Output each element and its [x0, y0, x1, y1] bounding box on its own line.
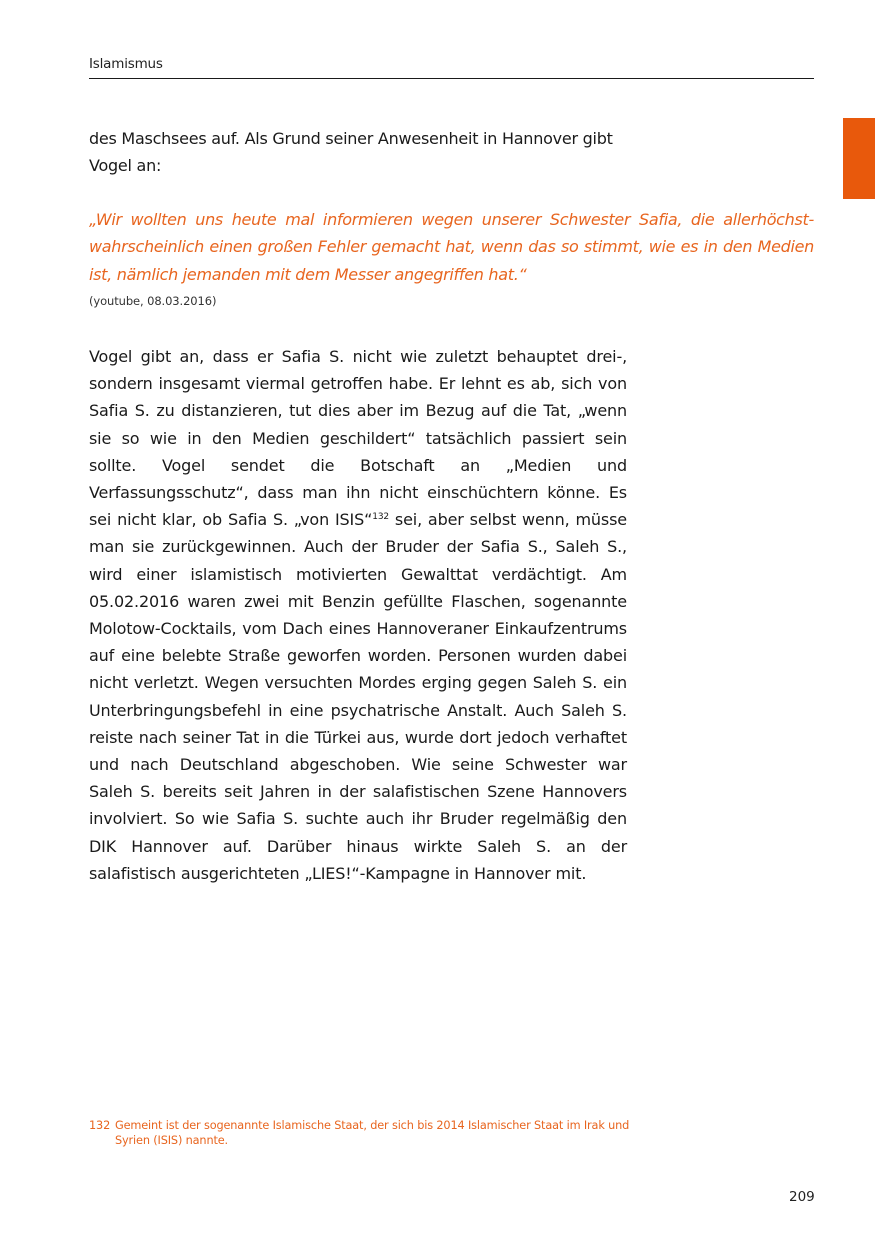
header-rule [89, 78, 814, 79]
quote-source: (youtube, 08.03.2016) [89, 294, 217, 308]
running-header: Islamismus [89, 56, 163, 72]
footnote-number: 132 [89, 1119, 111, 1132]
footnote-text: Gemeint ist der sogenannte Islamische Staat, der sich bis 2014 Islamischer Staat im Irak und Syrien (ISIS) nannte. [115, 1119, 630, 1147]
body-text-part-1: Vogel gibt an, dass er Safia S. nicht wie zuletzt behauptet drei-, sondern insgesamt viermal getroffen habe. Er lehnt es ab, sich von Safia S. zu distanzieren, tut dies aber im Bezug auf die Tat, „wenn sie so wie in den Medien geschildert“ tatsächlich passiert sein sollte. Vogel sendet die Botschaft an „Medien und Verfassungsschutz“, dass man ihn nicht einschüchtern könne. Es sei nicht klar, ob Safia S. „von ISIS“ [89, 347, 627, 530]
footnote-reference[interactable]: 132 [372, 512, 389, 523]
page-number: 209 [789, 1189, 815, 1205]
body-paragraph [89, 343, 627, 887]
footnote [89, 1118, 634, 1148]
chapter-side-tab [843, 118, 875, 199]
intro-line-2: Vogel an: [89, 156, 162, 176]
body-text-part-2: sei, aber selbst wenn, müsse man sie zurückgewinnen. Auch der Bruder der Safia S., Saleh S., wird einer islamistisch motivierten Gewalttat verdächtigt. Am 05.02.2016 waren zwei mit Benzin gefüllte Flaschen, sogenannte Molotow-Cocktails, vom Dach eines Hannoveraner Einkaufzentrums auf eine belebte Straße geworfen worden. Personen wurden dabei nicht verletzt. Wegen versuchten Mordes erging gegen Saleh S. ein Unterbringungsbefehl in eine psychatrische Anstalt. Auch Saleh S. reiste nach seiner Tat in die Türkei aus, wurde dort jedoch verhaftet und nach Deutschland abgeschoben. Wie seine Schwester war Saleh S. bereits seit Jahren in der salafistischen Szene Hannovers involviert. So wie Safia S. suchte auch ihr Bruder regelmäßig den DIK Hannover auf. Darüber hinaus wirkte Saleh S. an der salafistisch ausgerichteten „LIES!“-Kampagne in Hannover mit. [89, 510, 627, 883]
block-quote: „Wir wollten uns heute mal informieren wegen unserer Schwester Safia, die allerhöchst-wahrscheinlich einen großen Fehler gemacht hat, wenn das so stimmt, wie es in den Medien ist, nämlich jemanden mit dem Messer angegriffen hat.“ [89, 210, 814, 284]
intro-paragraph [89, 125, 649, 179]
intro-line-1: des Maschsees auf. Als Grund seiner Anwesenheit in Hannover gibt [89, 129, 613, 148]
